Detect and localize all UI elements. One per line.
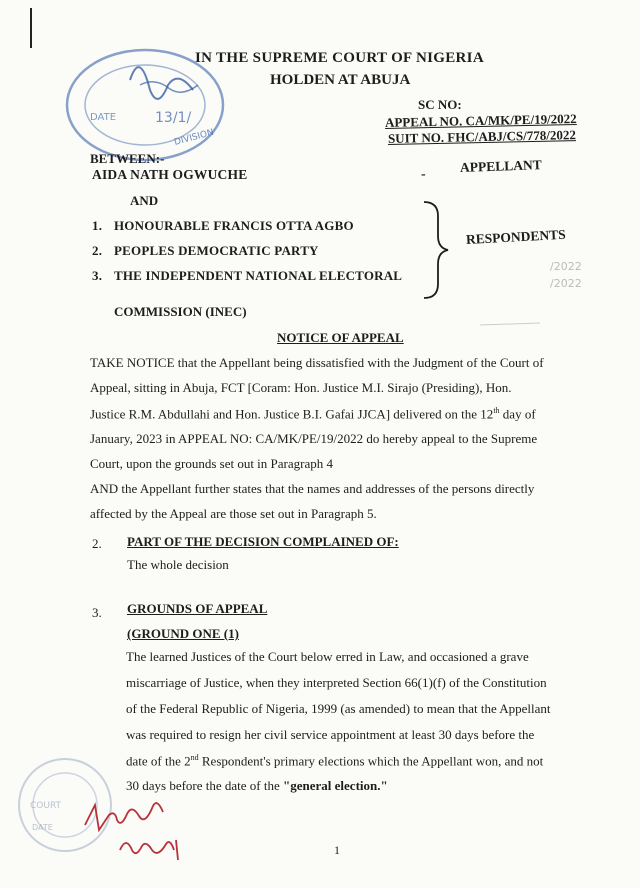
notice-line-3-text: Justice R.M. Abdullahi and Hon. Justice B.I. Gafai JJCA] delivered on the 12 (90, 406, 494, 422)
notice-line-3-tail: day of (499, 406, 536, 422)
ground-line-1: The learned Justices of the Court below erred in Law, and occasioned a grave (126, 649, 529, 664)
curly-brace-icon (420, 200, 450, 300)
ground-line-5-tail: Respondent's primary elections which the Appellant won, and not (198, 753, 544, 769)
notice-line-2: Appeal, sitting in Abuja, FCT [Coram: Hon. Justice M.I. Sirajo (Presiding), Hon. (90, 380, 512, 395)
ground-line-6 (126, 779, 388, 792)
court-location: HOLDEN AT ABUJA (270, 72, 411, 88)
appellant-label: APPELLANT (459, 157, 542, 175)
court-title: IN THE SUPREME COURT OF NIGERIA (195, 50, 484, 66)
svg-text:COURT: COURT (30, 801, 62, 811)
notice-heading: NOTICE OF APPEAL (277, 330, 404, 345)
ground-line-5-text: date of the 2 (126, 753, 191, 769)
svg-text:/2022: /2022 (550, 277, 582, 290)
section-3-heading: GROUNDS OF APPEAL (127, 601, 268, 616)
respondent-2-name: PEOPLES DEMOCRATIC PARTY (114, 243, 319, 258)
between-label: BETWEEN:- (90, 151, 165, 166)
respondents-label: RESPONDENTS (465, 226, 567, 247)
margin-mark (30, 8, 32, 48)
notice-line-3 (90, 407, 536, 420)
ground-line-5-sup: nd (190, 753, 199, 762)
respondent-2 (92, 243, 319, 259)
notice-line-4: January, 2023 in APPEAL NO: CA/MK/PE/19/2022 do hereby appeal to the Supreme (90, 431, 538, 446)
respondent-3 (92, 268, 402, 284)
respondent-2-number: 2. (92, 243, 103, 258)
svg-text:DATE: DATE (32, 823, 53, 832)
respondent-3-continued: COMMISSION (INEC) (114, 304, 247, 319)
section-2-heading: PART OF THE DECISION COMPLAINED OF: (127, 534, 399, 549)
respondent-1-number: 1. (92, 218, 103, 233)
suit-number: SUIT NO. FHC/ABJ/CS/778/2022 (387, 127, 577, 146)
appellant-name: AIDA NATH OGWUCHE (92, 167, 248, 182)
faint-stamp-marks-icon (470, 255, 610, 335)
ground-line-6-bold: "general election." (283, 778, 388, 793)
section-2-text: The whole decision (127, 557, 229, 572)
party-dash: - (421, 167, 426, 182)
appeal-number: APPEAL NO. CA/MK/PE/19/2022 (384, 110, 577, 130)
respondent-3-number: 3. (92, 268, 103, 283)
ground-line-4: was required to resign her civil service appointment at least 30 days before the (126, 727, 535, 742)
and-label: AND (130, 193, 159, 208)
notice-line-1: TAKE NOTICE that the Appellant being dissatisfied with the Judgment of the Court of (90, 355, 544, 370)
page-number: 1 (334, 843, 340, 857)
notice-line-6: AND the Appellant further states that the names and addresses of the persons directly (90, 481, 535, 496)
section-2-number: 2. (92, 536, 102, 551)
notice-line-3-sup: th (493, 406, 500, 415)
ground-line-2: miscarriage of Justice, when they interpreted Section 66(1)(f) of the Constitution (126, 675, 547, 690)
ground-line-3: of the Federal Republic of Nigeria, 1999 (as amended) to mean that the Appellant (126, 701, 551, 716)
handwritten-signature-icon (80, 795, 200, 870)
svg-text:DIVISION: DIVISION (173, 127, 215, 148)
ground-line-5 (126, 754, 543, 767)
svg-text:/2022: /2022 (550, 260, 582, 273)
notice-line-5: Court, upon the grounds set out in Paragraph 4 (90, 456, 333, 471)
notice-line-7: affected by the Appeal are those set out in Paragraph 5. (90, 506, 377, 521)
ground-line-6-text: 30 days before the date of the (126, 778, 284, 793)
svg-text:13/1/: 13/1/ (155, 110, 192, 126)
respondent-1 (92, 218, 354, 234)
sc-no-label: SC NO: (418, 97, 462, 112)
ground-one-heading: (GROUND ONE (1) (127, 626, 239, 641)
respondent-1-name: HONOURABLE FRANCIS OTTA AGBO (114, 218, 354, 233)
svg-text:DATE: DATE (90, 112, 117, 123)
respondent-3-name: THE INDEPENDENT NATIONAL ELECTORAL (114, 268, 403, 283)
section-3-number: 3. (92, 605, 102, 620)
